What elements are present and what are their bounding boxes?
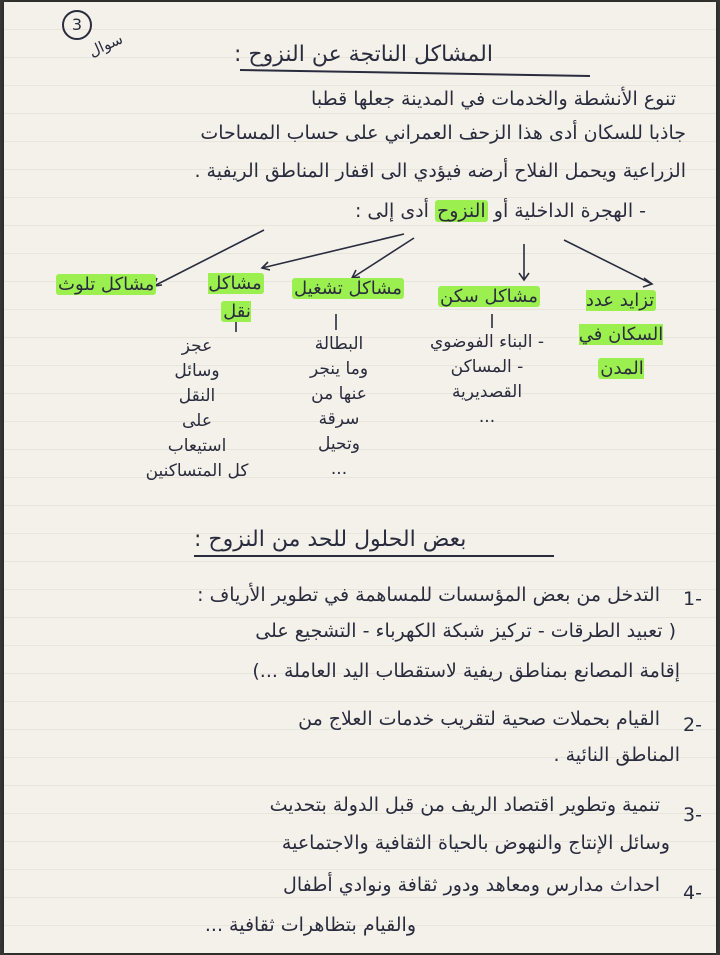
solution-1-line-2: ( تعبيد الطرقات - تركيز شبكة الكهرباء - التشجيع على: [255, 620, 676, 642]
transport-item: استيعاب: [167, 436, 227, 456]
transport-item: عجز: [181, 336, 213, 356]
branch-pollution-label: مشاكل تلوث: [58, 274, 155, 295]
branch-pollution: [56, 274, 156, 295]
branch-population: [566, 284, 676, 386]
transport-item: كل المتساكنين: [145, 461, 249, 481]
transport-item: وسائل: [174, 361, 220, 381]
solution-1-line-3: إقامة المصانع بمناطق ريفية لاستقطاب اليد العاملة ...): [252, 660, 680, 682]
line4-end: أدى إلى :: [354, 200, 429, 222]
paragraph-line-2: جاذبا للسكان أدى هذا الزحف العمراني على حساب المساحات: [200, 122, 686, 144]
signature: سوال: [85, 29, 126, 61]
branch-housing-items: [412, 330, 562, 430]
solution-2-line-2: المناطق النائية .: [553, 744, 680, 766]
housing-item: ...: [478, 407, 496, 427]
housing-item: القصديرية: [451, 382, 523, 402]
solution-number: 1-: [683, 588, 702, 610]
section2-title: بعض الحلول للحد من النزوح :: [194, 527, 467, 552]
branch-housing: [438, 286, 540, 307]
branch-transport-items: [122, 334, 272, 484]
employment-item: وتحيل: [318, 434, 360, 454]
housing-item: - البناء الفوضوي: [429, 332, 545, 352]
solution-1-line-1: التدخل من بعض المؤسسات للمساهمة في تطوير الأرياف :: [197, 584, 660, 606]
line4-start: - الهجرة الداخلية أو: [493, 200, 646, 222]
branch-population-label: تزايد عدد السكان في المدن: [578, 290, 664, 379]
transport-item: على: [182, 411, 212, 431]
employment-item: سرقة: [318, 409, 360, 429]
highlight-nuzuh: النزوح: [436, 200, 486, 222]
branch-employment-items: [284, 332, 394, 482]
solution-4-line-1: احداث مدارس ومعاهد ودور ثقافة ونوادي أطفال: [283, 874, 660, 896]
section1-title: المشاكل الناتجة عن النزوح :: [234, 42, 493, 67]
branch-transport: [200, 270, 272, 326]
solution-4-line-2: والقيام بتظاهرات ثقافية ...: [204, 914, 416, 936]
section2-underline: [194, 555, 554, 557]
notebook-page: [4, 2, 716, 953]
branch-transport-label: مشاكل نقل: [208, 273, 262, 322]
employment-item: وما ينجر: [309, 359, 369, 379]
employment-item: ...: [330, 459, 348, 479]
solution-number: 2-: [683, 714, 702, 736]
housing-item: - المساكن: [450, 357, 524, 377]
employment-item: عنها من: [311, 384, 367, 404]
branch-employment: [292, 278, 404, 299]
solution-2-line-1: القيام بحملات صحية لتقريب خدمات العلاج من: [298, 708, 660, 730]
branch-housing-label: مشاكل سكن: [440, 286, 538, 307]
solution-number: 3-: [683, 804, 702, 826]
arrow-b4: [262, 234, 404, 268]
transport-item: النقل: [178, 386, 216, 406]
employment-item: البطالة: [314, 334, 364, 354]
branch-employment-label: مشاكل تشغيل: [294, 278, 402, 299]
arrow-b1: [564, 240, 652, 284]
paragraph-line-1: تنوع الأنشطة والخدمات في المدينة جعلها قطبا: [311, 88, 676, 110]
solution-3-line-1: تنمية وتطوير اقتصاد الريف من قبل الدولة بتحديث: [269, 794, 660, 816]
page-number-circle: 3: [62, 10, 92, 40]
paragraph-line-3: الزراعية ويحمل الفلاح أرضه فيؤدي الى اقفار المناطق الريفية .: [194, 160, 686, 182]
solution-number: 4-: [683, 882, 702, 904]
solution-3-line-2: وسائل الإنتاج والنهوض بالحياة الثقافية والاجتماعية: [281, 832, 670, 854]
